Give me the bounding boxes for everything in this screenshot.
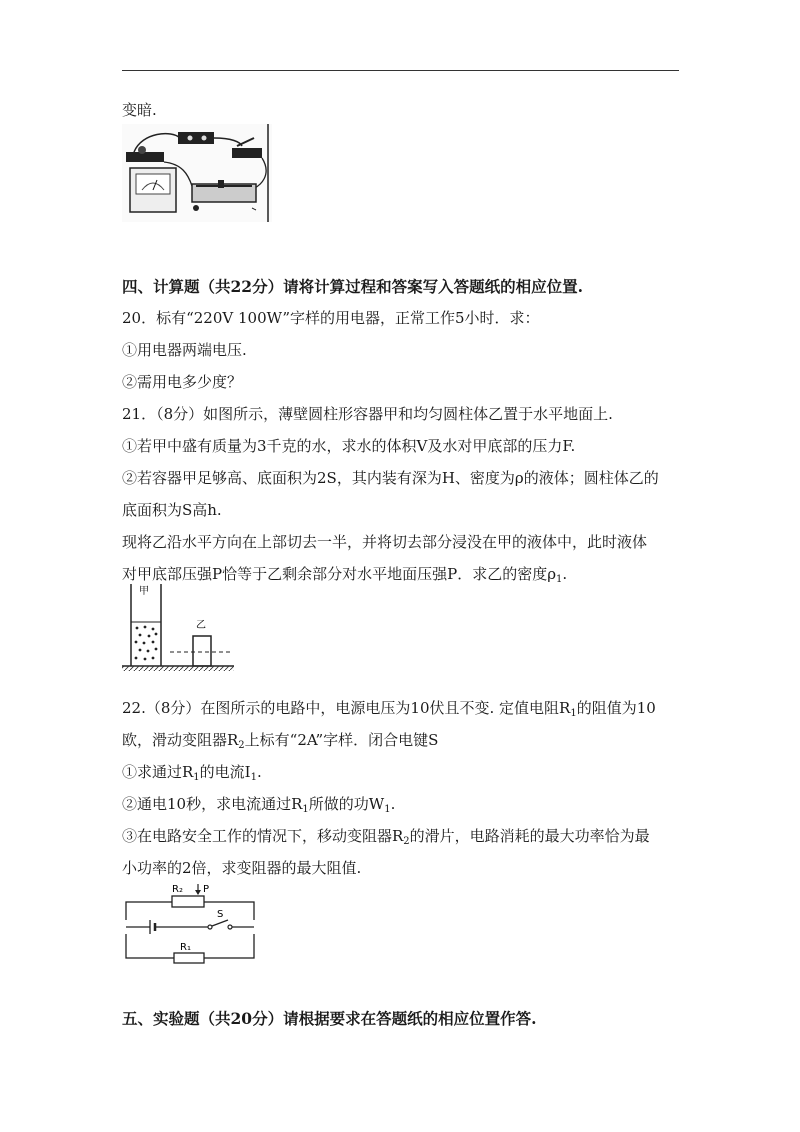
label-s: S [217,909,224,920]
label-r1: R₁ [180,942,191,953]
q22-part-3a: ③在电路安全工作的情况下，移动变阻器$R_2$的滑片，电路消耗的最大功率恰为最 [122,827,650,847]
q20-part-1: ①用电器两端电压. [122,341,247,359]
q22-line-2: 欧，滑动变阻器$R_2$上标有“2A”字样．闭合电键S [122,731,439,751]
section-5-heading: 五、实验题（共20分）请根据要求在答题纸的相应位置作答. [122,1009,537,1028]
rheostat-r2 [172,896,204,907]
q22-part-3b: 小功率的2倍，求变阻器的最大阻值. [122,859,362,877]
q22-line-1: 22.（8分）在图所示的电路中，电源电压为10伏且不变. 定值电阻$R_1$的阻值为10 [122,699,656,719]
q21-part-3a: 现将乙沿水平方向在上部切去一半，并将切去部分浸没在甲的液体中，此时液体 [122,533,648,551]
header-rule [122,70,679,71]
label-r2: R₂ [172,884,183,895]
q22-part-1: ①求通过$R_1$的电流$I_1$. [122,763,262,783]
q21-part-1: ①若甲中盛有质量为3千克的水，求水的体积V及水对甲底部的压力F. [122,437,576,455]
q22-part-2: ②通电10秒，求电流通过$R_1$所做的功$W_1$. [122,795,396,815]
slider-arrow [195,890,201,895]
section-4-heading: 四、计算题（共22分）请将计算过程和答案写入答题纸的相应位置. [122,277,583,296]
circuit-photo-figure [122,124,272,222]
q21-stem: 21．（8分）如图所示，薄壁圆柱形容器甲和均匀圆柱体乙置于水平地面上. [122,405,613,423]
resistor-r1 [174,953,204,963]
q20-stem: 20．标有“220V 100W”字样的用电器，正常工作5小时．求： [122,309,540,327]
label-p: P [203,884,210,895]
q21-part-3b: 对甲底部压强P恰等于乙剩余部分对水平地面压强P．求乙的密度$\rho_1$. [122,565,568,585]
q20-part-2: ②需用电多少度？ [122,373,243,391]
continued-text: 变暗. [122,101,157,119]
q21-part-2b: 底面积为S高h. [122,501,222,519]
q21-part-2a: ②若容器甲足够高、底面积为2S，其内装有深为H、密度为ρ的液体；圆柱体乙的 [122,469,659,487]
label-jia: 甲 [139,586,149,597]
label-yi: 乙 [196,620,206,631]
circuit-diagram-figure [120,880,260,966]
containers-figure [120,580,236,672]
